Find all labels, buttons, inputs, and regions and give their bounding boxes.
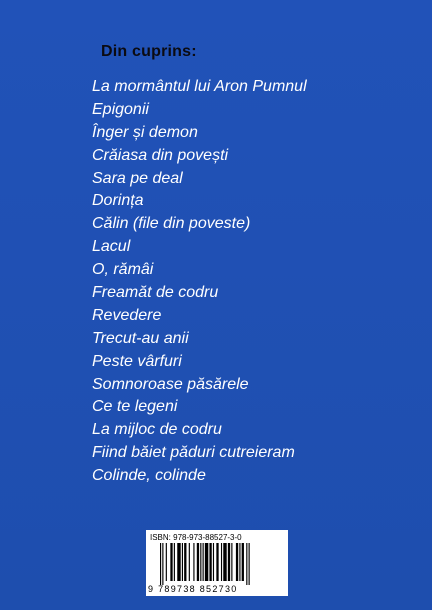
barcode-stripe: [166, 543, 167, 581]
contents-item: Colinde, colinde: [92, 467, 206, 485]
contents-item: Freamăt de codru: [92, 284, 219, 302]
contents-item: Înger și demon: [92, 123, 198, 141]
contents-item: Sara pe deal: [92, 169, 183, 187]
barcode-stripe: [242, 543, 244, 581]
barcode-digits: 9 789738 852730: [148, 584, 238, 594]
barcode-stripe: [239, 543, 240, 581]
barcode-stripe: [177, 543, 180, 581]
barcode-stripe: [221, 543, 222, 581]
barcode-stripe: [203, 543, 204, 581]
contents-item: La mormântul lui Aron Pumnul: [92, 78, 307, 95]
isbn-barcode: [146, 530, 288, 596]
barcode-stripe: [184, 543, 186, 581]
contents-item: La mijloc de codru: [92, 421, 222, 439]
contents-item: Somnoroase păsărele: [92, 375, 249, 393]
contents-list: [92, 76, 307, 488]
barcode-stripe: [205, 543, 208, 581]
contents-item: Revedere: [92, 306, 162, 324]
contents-item: Peste vârfuri: [92, 352, 182, 370]
contents-item: Trecut-au anii: [92, 329, 189, 347]
contents-item: Crăiasa din povești: [92, 146, 229, 164]
barcode-stripe: [223, 543, 226, 581]
isbn-label: ISBN: 978-973-88527-3-0: [150, 533, 242, 542]
barcode-stripe: [189, 543, 190, 581]
barcode-stripe: [231, 543, 232, 581]
contents-item: Lacul: [92, 238, 131, 256]
barcode-stripe: [182, 543, 183, 581]
barcode-stripe: [246, 543, 247, 585]
contents-item: Epigonii: [92, 100, 149, 118]
barcode-stripe: [228, 543, 230, 581]
barcode-bars: [160, 543, 274, 585]
barcode-stripe: [162, 543, 163, 585]
barcode-stripe: [200, 543, 201, 581]
contents-heading: Din cuprins:: [101, 43, 197, 60]
barcode-stripe: [170, 543, 172, 581]
contents-item: Ce te legeni: [92, 398, 178, 416]
contents-item: Călin (file din poveste): [92, 215, 251, 233]
barcode-stripe: [174, 543, 175, 581]
barcode-stripe: [236, 543, 238, 581]
contents-item: Fiind băiet păduri cutreieram: [92, 444, 295, 462]
barcode-stripe: [197, 543, 199, 581]
contents-item: O, rămâi: [92, 261, 154, 279]
barcode-stripe: [213, 543, 214, 581]
barcode-stripe: [160, 543, 161, 585]
barcode-stripe: [249, 543, 250, 585]
barcode-stripe: [209, 543, 211, 581]
barcode-stripe: [193, 543, 194, 581]
contents-item: Dorința: [92, 192, 144, 210]
barcode-stripe: [216, 543, 218, 581]
